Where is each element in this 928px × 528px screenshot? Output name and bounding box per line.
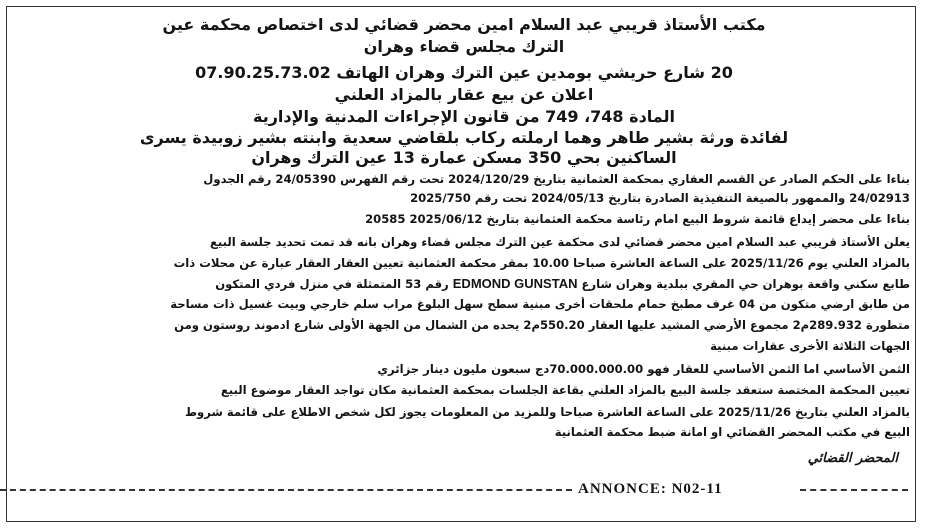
body-line-3: بناءا على محضر إيداع قائمة شروط البيع امام رئاسة محكمة العثمانية بتاريخ 2025/06/12 20585 [365,212,910,226]
body-line-2: 24/02913 والممهور بالصيغة التنفيذية الصادرة بتاريخ 2024/05/13 تحت رقم 2025/750 [410,191,910,205]
office-address: 20 شارع حريشي بومدين عين الترك وهران الهاتف 07.90.25.73.02 [195,63,733,82]
annonce-number: ANNONCE: N02-11 [578,481,723,497]
body-line-11: تعيين المحكمة المختصة ستعقد جلسة البيع بالمزاد العلني بقاعة الجلسات بمحكمة العثمانية مكان تواجد العقار موضوع البيع [220,383,910,397]
body-line-9: الجهات الثلاثة الأخرى عقارات مبنية [710,339,910,353]
notice-title: اعلان عن بيع عقار بالمزاد العلني [334,85,594,104]
street-name: EDMOND GUNSTAN [452,276,578,291]
body-line-13: البيع في مكتب المحضر القضائي او امانة ضبط محكمة العثمانية [554,425,910,439]
bailiff-signature: المحضر القضائي [807,451,898,466]
body-line-8: متطورة 289.932م2 مجموع الأرضي المشيد عليها العقار 550.20م2 يحده من الشمال من الجهة الأولى شارع ادموند روستون ومن [174,318,910,332]
legal-articles: المادة 748، 749 من قانون الإجراءات المدنية والإدارية [252,107,676,126]
office-title-line-2: الترك مجلس قضاء وهران [363,37,565,56]
body-line-6 [18,276,910,292]
footer-dashed-rule-right [800,489,908,491]
office-title-line-1: مكتب الأستاذ قريبي عبد السلام امين محضر قضائي لدى اختصاص محكمة عين [162,15,766,34]
body-line-10: الثمن الأساسي اما الثمن الأساسي للعقار فهو 70.000.000.00دج سبعون مليون دينار جزائري [377,362,910,376]
beneficiaries: لفائدة ورثة بشير طاهر وهما ارملته ركاب بلقاضي سعدية وابنته بشير زوبيدة يسرى [139,128,789,147]
body-line-6-end: رقم 53 المتمثلة في منزل فردي المتكون [215,277,449,291]
body-line-7: من طابق ارضي متكون من 04 غرف مطبخ حمام ملحقات أخرى مبنية سطح سهل البلوغ مراب سلم خارجي وبيت غسيل ذات مساحة [170,297,910,311]
body-line-5: بالمزاد العلني يوم 2025/11/26 على الساعة العاشرة صباحا 10.00 بمقر محكمة العثمانية تعيين العقار العقار عبارة عن محلات ذات [173,256,910,270]
residents-address: الساكنين بحي 350 مسكن عمارة 13 عين الترك وهران [251,148,677,167]
body-line-6-start: طابع سكني واقعة بوهران حي المقري ببلدية وهران شارع [581,277,910,291]
body-line-1: بناءا على الحكم الصادر عن القسم العقاري بمحكمة العثمانية بتاريخ 2024/120/29 تحت رقم الفهرس 24/05390 رقم الجدول [203,172,910,186]
body-line-4: يعلن الأستاذ قريبي عبد السلام امين محضر قضائي لدى محكمة عين الترك مجلس قضاء وهران بانه قد تمت تحديد جلسة البيع [209,235,910,249]
footer-dashed-rule-left [0,489,572,491]
body-line-12: بالمزاد العلني بتاريخ 2025/11/26 على الساعة العاشرة صباحا وللمزيد من المعلومات يجوز لكل شخص الاطلاع على قائمة شروط [184,405,910,419]
